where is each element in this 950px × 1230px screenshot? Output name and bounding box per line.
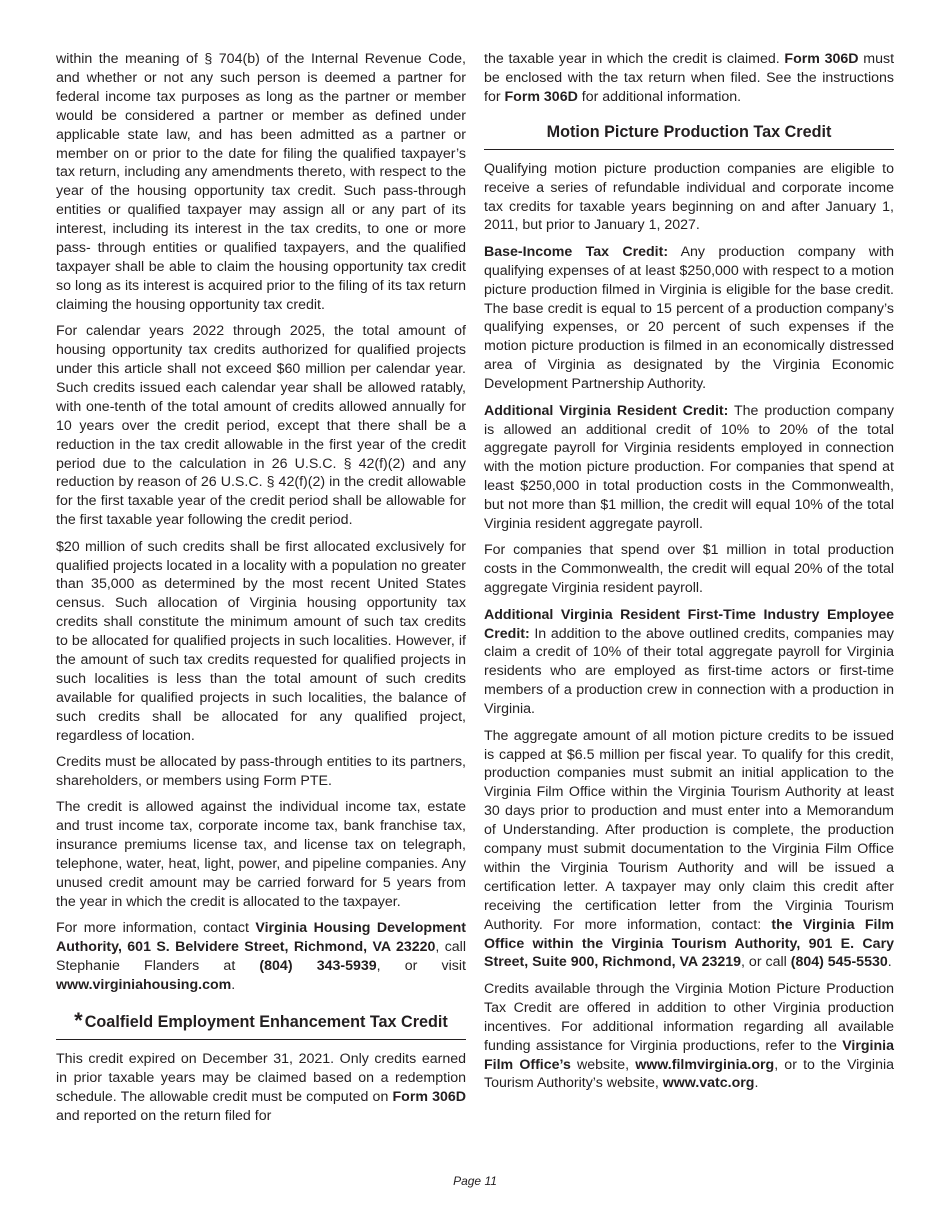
form-306d-ref: Form 306D (392, 1088, 467, 1105)
base-income-credit-paragraph: Base-Income Tax Credit: Any production company with qualifying expenses of at least $250,000 with respect to a motion picture production filmed in Virginia is eligible for the base credit. The base credit is equal to 15 percent of a production company’s qualifying expenses, or 20 percent of such expenses if the motion picture production is filmed in an economically distressed area of Virginia as designated by the Virginia Economic Development Partnership Authority. (484, 243, 894, 393)
coalfield-continued-paragraph: the taxable year in which the credit is claimed. Form 306D must be enclosed with the tax return when filed. See the instructions for Form 306D for additional information. (484, 51, 895, 105)
housing-credit-partner-paragraph: within the meaning of § 704(b) of the Internal Revenue Code, and whether or not any such person is deemed a partner for federal income tax purposes as long as the partner or member would be considered a partner or member as defined under applicable state law, and has been admitted as a partner or member on or prior to the date for filing the qualified taxpayer’s tax return, including any amendments thereto, with respect to the year of the housing opportunity tax credit. Such pass-through entities or qualified taxpayer may assign all or any part of its interest, including its interest in the tax credits, to one or more pass- through entities or qualified taxpayers, and the qualified taxpayer shall be able to claim the housing opportunity tax credit so long as its interest is acquired prior to the filing of its tax return claiming the housing opportunity tax credit. (56, 51, 466, 313)
coalfield-section-header (56, 1008, 466, 1040)
asterisk-icon: * (74, 1008, 83, 1033)
housing-credit-allocation-paragraph: $20 million of such credits shall be first allocated exclusively for qualified projects located in a locality with a population no greater than 35,000 as determined by the most recent United States census. Such allocation of Virginia housing opportunity tax credits shall constitute the minimum amount of such tax credits to be allocated for qualified projects in such localities. However, if the amount of such tax credits requested for qualified projects in such localities is less than the total amount of such credits available for qualified projects in such localities, the balance of such credits shall be allocated for any qualified project, regardless of location. (56, 538, 466, 744)
coalfield-heading: * Coalfield Employment Enhancement Tax Credit (74, 1008, 448, 1033)
resident-credit-paragraph: Additional Virginia Resident Credit: The production company is allowed an additional credit of 10% to 20% of the total aggregate payroll for Virginia residents employed in connection with the motion picture production. For companies that spend at least $250,000 in total production costs in the Commonwealth, but not more than $1 million, the credit will equal 10% of the total Virginia resident aggregate payroll. (484, 402, 894, 533)
motion-picture-section-header (484, 122, 894, 150)
right-column (484, 50, 894, 1101)
first-time-employee-credit-paragraph: Additional Virginia Resident First-Time Industry Employee Credit: In addition to the above outlined credits, companies may claim a credit of 10% of their total aggregate payroll for Virginia residents who are employed as first-time actors or first-time members of a production crew in connection with a production in Virginia. (484, 606, 894, 718)
page-number: Page 11 (453, 1174, 497, 1188)
motion-picture-additional-info-paragraph: Credits available through the Virginia Motion Picture Production Tax Credit are offered in addition to other Virginia production incentives. For additional information regarding all available funding assistance for Virginia productions, refer to the Virginia Film Office’s website, www.filmvirginia.org, or to the Virginia Tourism Authority’s website, www.vatc.org. (484, 980, 894, 1092)
vhda-address: Virginia Housing Development Authority, 601 S. Belvidere Street, Richmond, VA 23220 (56, 920, 466, 956)
housing-credit-pte-paragraph: Credits must be allocated by pass-through entities to its partners, shareholders, or members using Form PTE. (56, 754, 466, 790)
film-office-address: the Virginia Film Office within the Virginia Tourism Authority, 901 E. Cary Street, Suite 900, Richmond, VA 23219 (484, 916, 895, 971)
film-office-name: Virginia Film Office’s (484, 1037, 894, 1073)
base-income-credit-label: Base-Income Tax Credit: (484, 243, 669, 260)
left-column (56, 50, 466, 1133)
coalfield-paragraph: This credit expired on December 31, 2021. Only credits earned in prior taxable years may be claimed based on a redemption schedule. The allowable credit must be computed on Form 306D and reported on the return filed for (56, 1051, 467, 1124)
section-divider (484, 149, 894, 150)
motion-picture-intro-paragraph: Qualifying motion picture production companies are eligible to receive a series of refundable individual and corporate income tax credits for taxable years beginning on and after January 1, 2011, but prior to January 1, 2027. (484, 160, 894, 234)
resident-credit-label: Additional Virginia Resident Credit: (484, 402, 729, 419)
vhda-phone: (804) 343-5939 (259, 958, 377, 975)
resident-credit-over-million-paragraph: For companies that spend over $1 million in total production costs in the Commonwealth, the credit will equal 20% of the total aggregate Virginia resident payroll. (484, 542, 894, 597)
form-306d-ref: Form 306D (784, 51, 859, 67)
housing-credit-allowed-paragraph: The credit is allowed against the individual income tax, estate and trust income tax, corporate income tax, bank franchise tax, insurance premiums license tax, and license tax on telegraph, telephone, water, heat, light, power, and pipeline companies. Any unused credit amount may be carried forward for 5 years from the year in which the credit is allocated to the taxpayer. (56, 799, 466, 910)
vhda-website: www.virginiahousing.com (56, 977, 232, 994)
first-time-employee-credit-label: Additional Virginia Resident First-Time Industry Employee Credit: (484, 606, 894, 642)
motion-picture-heading: Motion Picture Production Tax Credit (546, 122, 832, 141)
motion-picture-cap-paragraph: The aggregate amount of all motion picture credits to be issued is capped at $6.5 million per fiscal year. To qualify for this credit, production companies must submit an initial application to the Virginia Film Office within the Virginia Tourism Authority at least 30 days prior to production and must enter into a Memorandum of Understanding. After production is complete, the production company must submit documentation to the Virginia Film Office within the Virginia Tourism Authority and will be issued a certification letter. A taxpayer may only claim this credit after receiving the certification letter from the Virginia Tourism Authority. For more information, contact: the Virginia Film Office within the Virginia Tourism Authority, 901 E. Cary Street, Suite 900, Richmond, VA 23219, or call (804) 545-5530. (484, 727, 895, 971)
vatc-website: www.vatc.org (662, 1075, 755, 1092)
section-divider (56, 1039, 466, 1040)
housing-contact-paragraph: For more information, contact Virginia Housing Development Authority, 601 S. Belvidere Street, Richmond, VA 23220, call Stephanie Flanders at (804) 343-5939, or visit www.virginiahousing.com. (56, 920, 466, 994)
form-306d-ref: Form 306D (504, 88, 578, 105)
housing-credit-limit-paragraph: For calendar years 2022 through 2025, the total amount of housing opportunity tax credits authorized for qualified projects under this article shall not exceed $60 million per calendar year. Such credits issued each calendar year shall be allowed ratably, with one-tenth of the total amount of credits allowed annually for 10 years over the credit period, except that there shall be a reduction in the tax credit allowable in the first year of the credit period due to the calculation in 26 U.S.C. § 42(f)(2) and any reduction by reason of 26 U.S.C. § 42(f)(2) in the credit allowable for the first taxable year of the credit period shall be allowable for the first taxable year following the credit period. (56, 323, 466, 529)
film-office-phone: (804) 545-5530 (790, 954, 888, 971)
film-virginia-website: www.filmvirginia.org (635, 1056, 775, 1073)
